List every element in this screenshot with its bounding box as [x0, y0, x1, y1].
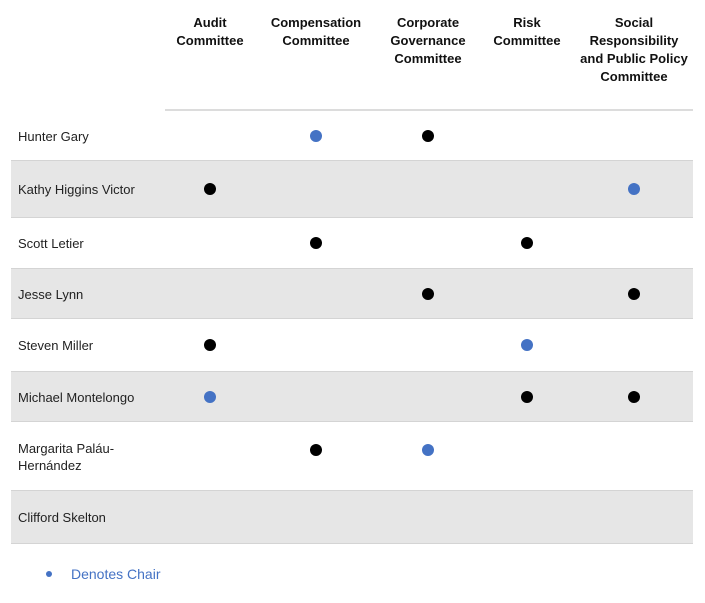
member-dot-icon — [521, 237, 533, 249]
table-row — [11, 218, 693, 269]
column-header-social: Social Responsibility and Public Policy Committee — [580, 15, 688, 84]
table-header — [0, 0, 705, 110]
table-row — [11, 372, 693, 422]
member-dot-icon — [310, 237, 322, 249]
table-body — [11, 111, 693, 544]
member-name: Steven Miller — [18, 338, 94, 353]
member-dot-icon — [521, 391, 533, 403]
member-name: Jesse Lynn — [18, 287, 84, 302]
column-header-risk: Risk Committee — [493, 15, 561, 48]
table-row — [11, 319, 693, 372]
member-dot-icon — [628, 391, 640, 403]
chair-dot-icon — [204, 391, 216, 403]
table-row — [11, 111, 693, 161]
member-dot-icon — [204, 183, 216, 195]
member-dot-icon — [422, 288, 434, 300]
table-row — [11, 269, 693, 319]
column-header-governance: Corporate Governance Committee — [390, 15, 466, 66]
member-dot-icon — [422, 130, 434, 142]
table-row — [11, 161, 693, 218]
chair-dot-icon — [521, 339, 533, 351]
member-name: Kathy Higgins Victor — [18, 182, 135, 197]
legend-text: Denotes Chair — [71, 566, 161, 582]
member-name: Michael Montelongo — [18, 390, 135, 405]
member-name: Scott Letier — [18, 236, 84, 251]
member-dot-icon — [310, 444, 322, 456]
chair-dot-icon — [46, 571, 52, 577]
member-dot-icon — [204, 339, 216, 351]
chair-dot-icon — [310, 130, 322, 142]
table-row — [11, 491, 693, 544]
member-name: Hunter Gary — [18, 129, 89, 144]
column-header-compensation: Compensation Committee — [270, 15, 362, 48]
column-header-audit: Audit Committee — [176, 15, 244, 48]
member-name: Clifford Skelton — [18, 510, 106, 525]
member-dot-icon — [628, 288, 640, 300]
chair-dot-icon — [422, 444, 434, 456]
member-name: Margarita Paláu-Hernández — [18, 441, 115, 473]
chair-dot-icon — [628, 183, 640, 195]
table-row — [11, 422, 693, 491]
